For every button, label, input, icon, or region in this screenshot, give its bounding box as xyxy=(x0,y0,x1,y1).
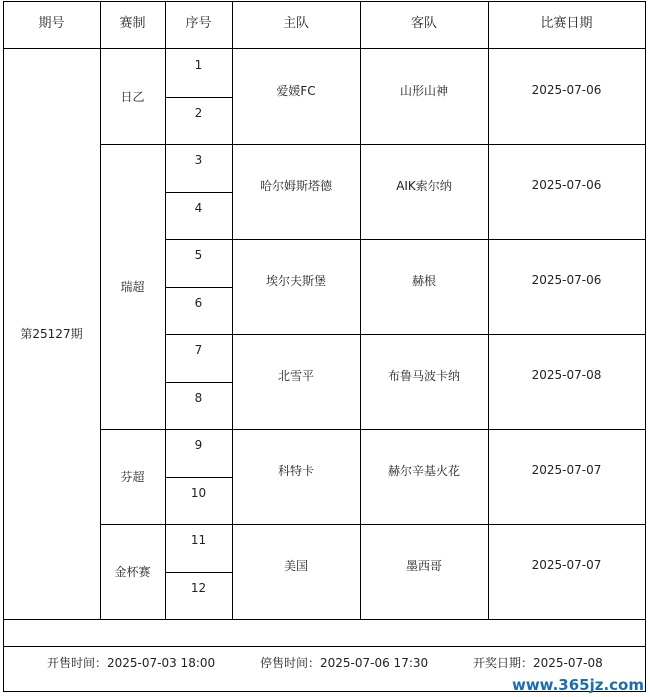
seq-divider xyxy=(165,334,233,335)
home-team-cell: 哈尔姆斯塔德 xyxy=(259,178,332,193)
away-team-cell: 墨西哥 xyxy=(405,558,442,573)
seq-cell: 12 xyxy=(190,581,207,595)
seq-divider xyxy=(165,477,233,478)
match-date-cell: 2025-07-07 xyxy=(531,558,602,572)
seq-cell: 5 xyxy=(194,248,203,262)
away-team-cell: 赫尔辛基火花 xyxy=(387,463,460,478)
seq-cell: 1 xyxy=(194,58,203,72)
seq-cell: 11 xyxy=(190,533,207,547)
seq-cell: 7 xyxy=(194,343,203,357)
seq-cell: 10 xyxy=(190,486,207,500)
match-date-cell: 2025-07-06 xyxy=(531,273,602,287)
league-cell: 金杯赛 xyxy=(114,565,151,579)
seq-divider xyxy=(165,287,233,288)
league-cell: 芬超 xyxy=(120,470,145,484)
table-border-right xyxy=(645,1,646,692)
seq-cell: 4 xyxy=(194,201,203,215)
watermark: www.365jz.com xyxy=(511,676,644,694)
header-seq: 序号 xyxy=(185,15,212,31)
draw-date: 开奖日期：2025-07-08 xyxy=(473,656,603,670)
sale-stop-time: 停售时间：2025-07-06 17:30 xyxy=(260,656,429,670)
match-date-cell: 2025-07-08 xyxy=(531,368,602,382)
league-cell: 瑞超 xyxy=(120,280,145,294)
league-cell: 日乙 xyxy=(120,89,145,104)
seq-cell: 3 xyxy=(194,153,203,167)
period-cell: 第25127期 xyxy=(20,327,83,341)
seq-cell: 6 xyxy=(194,296,203,310)
seq-cell: 2 xyxy=(194,106,203,120)
match-date-cell: 2025-07-07 xyxy=(531,463,602,477)
home-team-cell: 北雪平 xyxy=(277,368,314,383)
header-league: 赛制 xyxy=(119,15,146,31)
match-date-cell: 2025-07-06 xyxy=(531,83,602,97)
footer-divider xyxy=(3,646,646,647)
away-team-cell: 山形山神 xyxy=(399,83,448,98)
header-period: 期号 xyxy=(38,15,65,31)
header-home: 主队 xyxy=(282,15,309,31)
sale-start-time: 开售时间：2025-07-03 18:00 xyxy=(47,656,216,670)
home-team-cell: 美国 xyxy=(283,558,308,573)
home-team-cell: 科特卡 xyxy=(277,463,314,478)
home-team-cell: 爱媛FC xyxy=(276,83,316,98)
group-divider-3 xyxy=(100,524,646,525)
match-date-cell: 2025-07-06 xyxy=(531,178,602,192)
match-divider-4 xyxy=(232,334,646,335)
header-away: 客队 xyxy=(410,15,437,31)
seq-divider xyxy=(165,192,233,193)
match-divider-3 xyxy=(232,239,646,240)
seq-divider xyxy=(165,572,233,573)
header-date: 比赛日期 xyxy=(540,15,593,31)
group-divider-1 xyxy=(100,144,646,145)
seq-divider xyxy=(165,97,233,98)
seq-cell: 9 xyxy=(194,438,203,452)
lottery-schedule-table xyxy=(3,1,646,692)
seq-cell: 8 xyxy=(194,391,203,405)
group-divider-2 xyxy=(100,429,646,430)
away-team-cell: 布鲁马波卡纳 xyxy=(387,368,460,383)
away-team-cell: 赫根 xyxy=(411,273,436,288)
seq-divider xyxy=(165,382,233,383)
home-team-cell: 埃尔夫斯堡 xyxy=(265,273,326,288)
away-team-cell: AIK索尔纳 xyxy=(396,178,452,193)
seq-divider xyxy=(165,239,233,240)
